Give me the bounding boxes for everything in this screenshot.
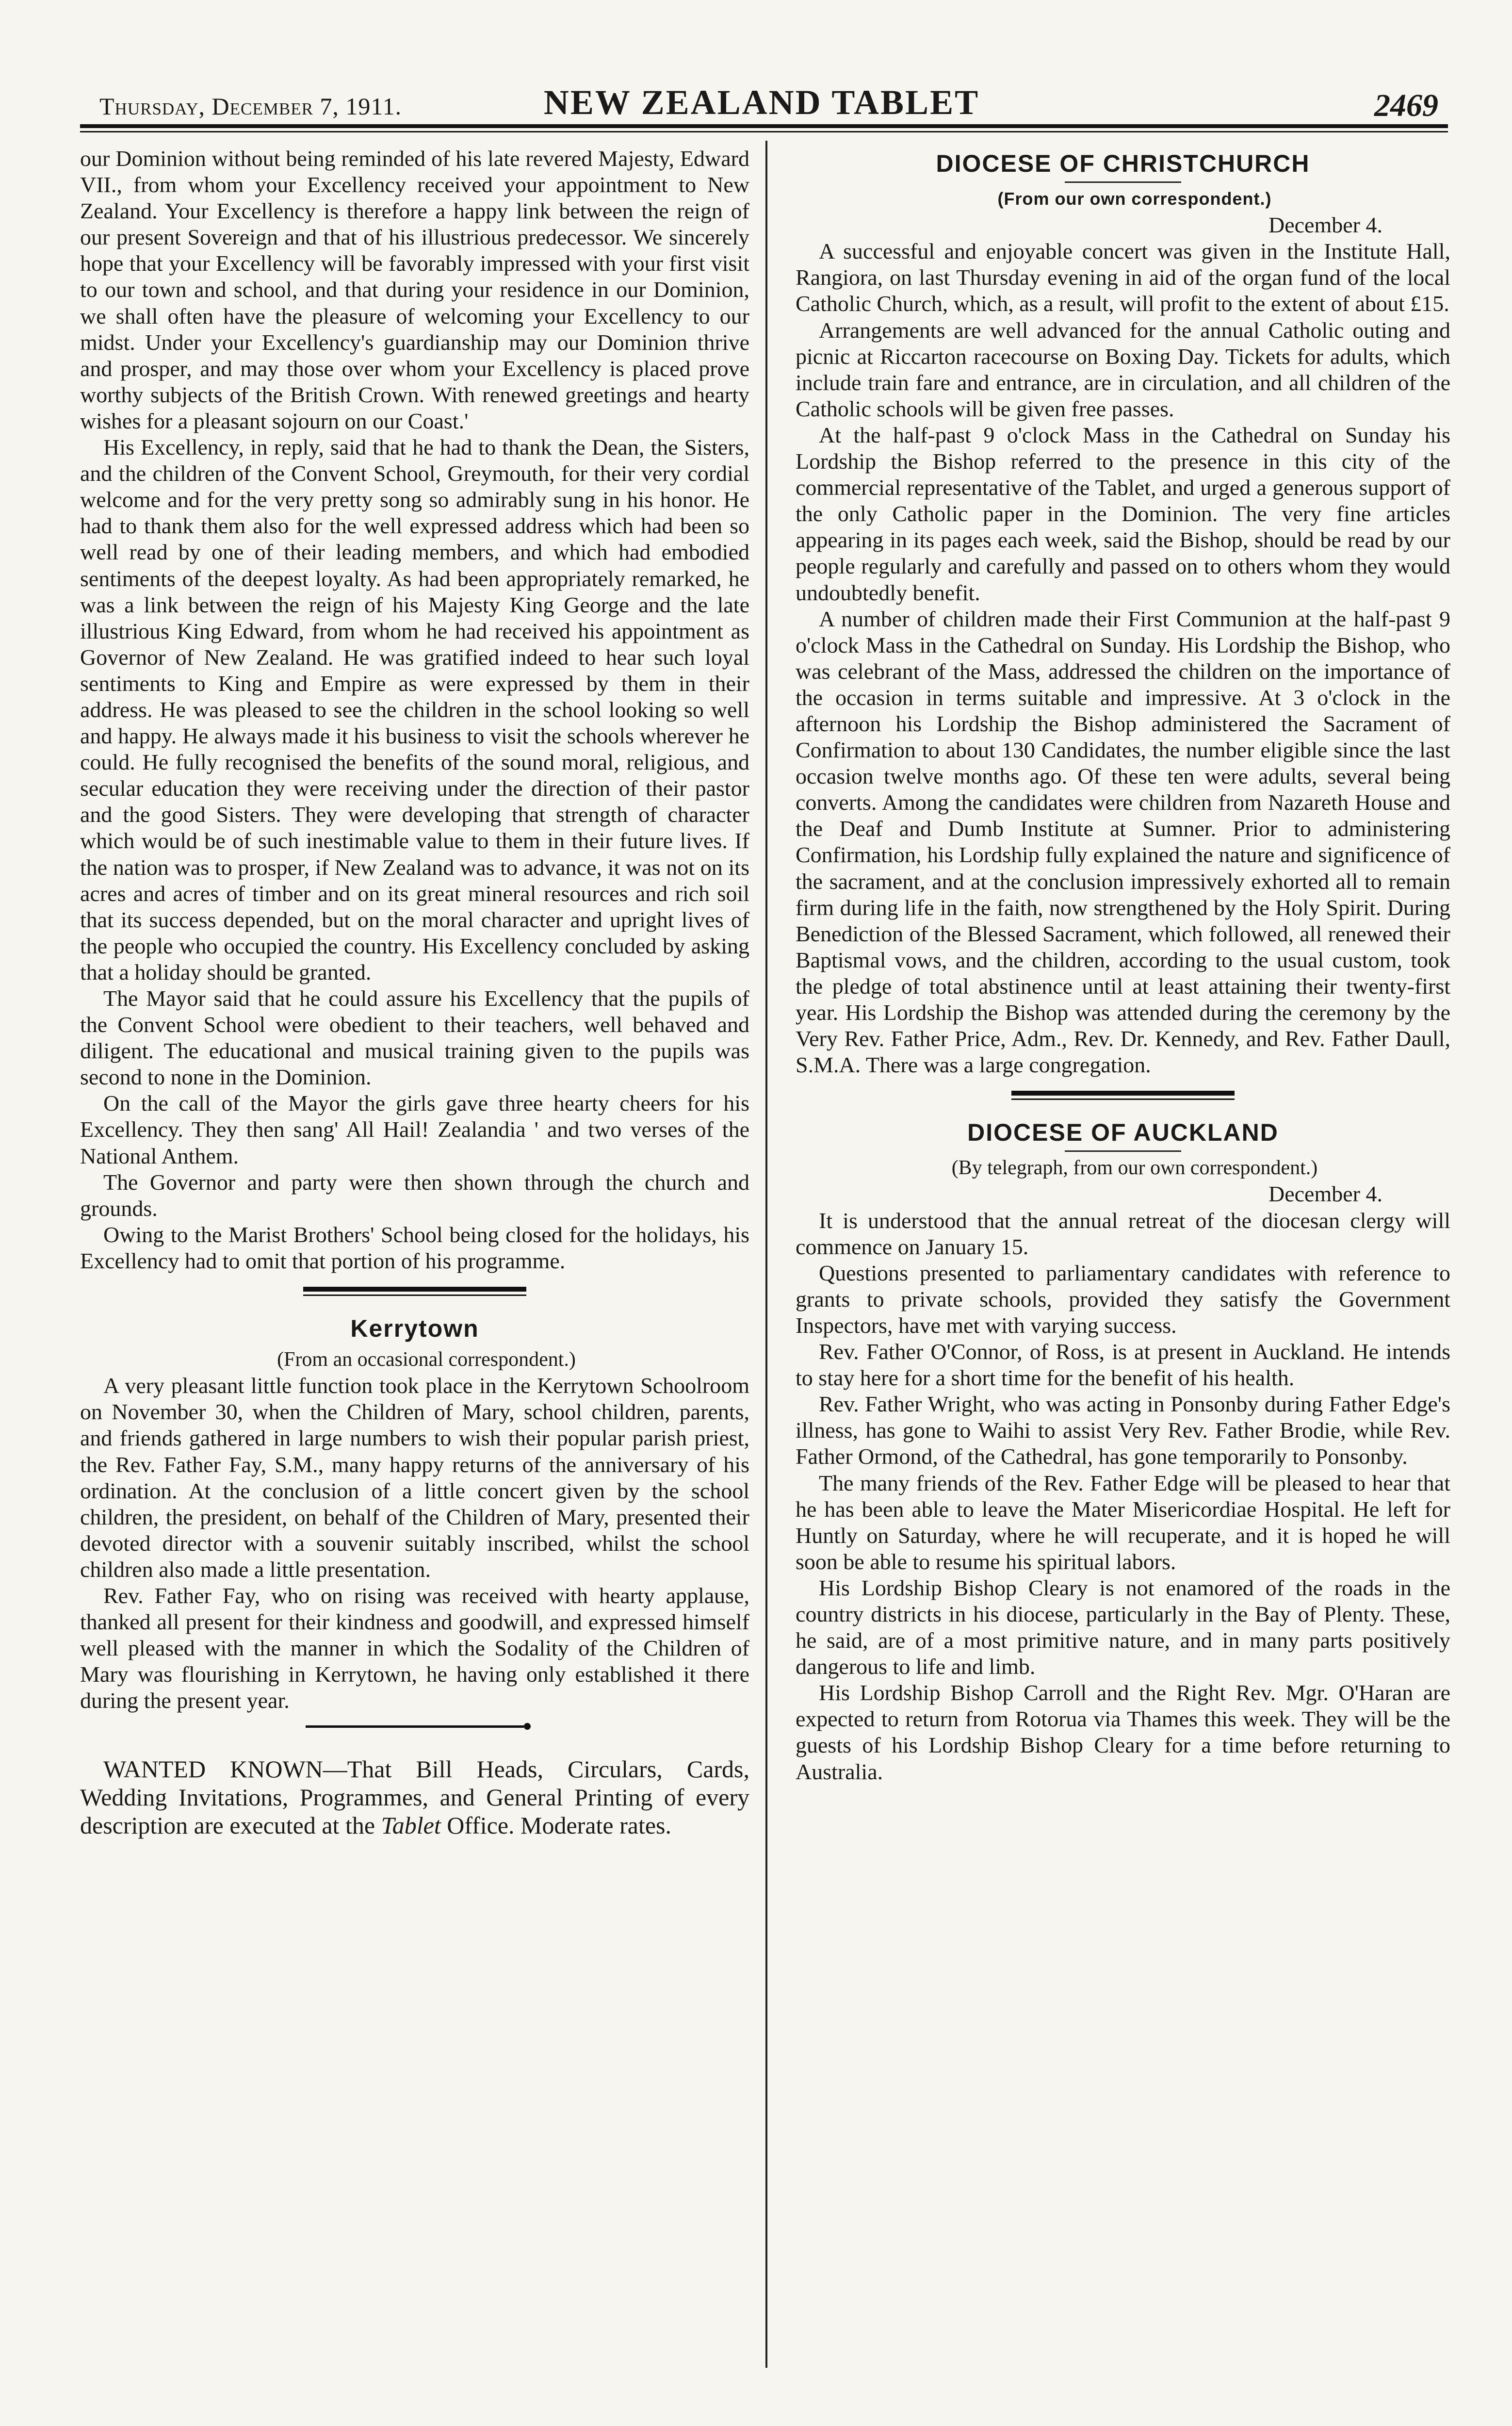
section-heading-kerrytown: Kerrytown [350,1315,479,1343]
article-paragraph: A number of children made their First Communion at the half-past 9 o'clock Mass in the Cathedral on Sunday. His Lordship the Bishop, who was celebrant of the Mass, addressed the children on the importance of the occasion in terms suitable and impressive. At 3 o'clock in the afternoon his Lordship the Bishop administered the Sacrament of Confirmation to about 130 Candidates, the number eligible since the last occasion twelve months ago. Of these ten were adults, several being converts. Among the candidates were children from Nazareth House and the Deaf and Dumb Institute at Sumner. Prior to administering Confirmation, his Lordship fully explained the nature and significence of the sacrament, and at the conclusion impressively exhorted all to remain firm during life in the faith, now strengthened by the Holy Spirit. During Benediction of the Blessed Sacrament, which followed, all renewed their Baptismal vows, and the children, according to the usual custom, took the pledge of total abstinence until at least attaining their twenty-first year. His Lordship the Bishop was attended during the ceremony by the Very Rev. Father Price, Adm., Rev. Dr. Kennedy, and Rev. Father Daull, S.M.A. There was a large congregation. [796,606,1450,1078]
masthead [80,82,1443,126]
article-paragraph: The Mayor said that he could assure his Excellency that the pupils of the Convent School were obedient to their teachers, well behaved and diligent. The educational and musical training given to the pupils was second to none in the Dominion. [80,986,749,1090]
address-continuation: our Dominion without being reminded of his late revered Majesty, Edward VII., from whom your Excellency received your appointment to New Zealand. Your Excellency is therefore a happy link between the reign of our present Sovereign and that of his illustrious predecessor. We sincerely hope that your Excellency will be favorably impressed with your first visit to our town and school, and that during your residence in our Dominion, we shall often have the pleasure of welcoming your Excellency to our midst. Under your Excellency's guardianship may our Dominion thrive and prosper, and may those over whom your Excellency is placed prove worthy subjects of the British Crown. With renewed greetings and hearty wishes for a pleasant sojourn on our Coast.' [80,146,749,433]
column-divider [765,141,767,2368]
article-paragraph: Questions presented to parliamentary candidates with reference to grants to private schools, provided they satisfy the Government Inspectors, have met with varying success. [796,1260,1450,1338]
byline: (From our own correspondent.) [997,189,1272,209]
section-heading-christchurch: DIOCESE OF CHRISTCHURCH [936,150,1310,177]
notice-text-end: Office. Moderate rates. [447,1812,671,1839]
article-paragraph: Arrangements are well advanced for the annual Catholic outing and picnic at Riccarton racecourse on Boxing Day. Tickets for adults, which include train fare and entrance, are in circulation, and all children of the Catholic schools will be given free passes. [796,317,1450,421]
article-paragraph: It is understood that the annual retreat of the diocesan clergy will commence on January 15. [796,1208,1450,1259]
page-number: 2469 [1374,88,1438,123]
short-rule [1065,1150,1181,1152]
article-paragraph: The Governor and party were then shown through the church and grounds. [80,1169,749,1221]
section-heading-auckland: DIOCESE OF AUCKLAND [967,1119,1279,1147]
article-paragraph: Rev. Father Fay, who on rising was received with hearty applause, thanked all present for their kindness and goodwill, and expressed himself well pleased with the manner in which the Sodality of the Children of Mary was flourishing in Kerrytown, he having only established it there during the present year. [80,1583,749,1713]
publication-title: NEW ZEALAND TABLET [543,83,980,122]
article-paragraph: On the call of the Mayor the girls gave three hearty cheers for his Excellency. They then sang' All Hail! Zealandia ' and two verses of the National Anthem. [80,1091,749,1168]
left-column [80,146,749,1839]
byline: (By telegraph, from our own correspondent.) [951,1157,1318,1180]
header-rule [80,124,1448,128]
short-rule [1065,181,1181,183]
dateline: December 4. [1268,213,1382,238]
printing-notice [80,1755,749,1839]
article-paragraph: His Lordship Bishop Carroll and the Right Rev. Mgr. O'Haran are expected to return from Rotorua via Thames this week. They will be the guests of his Lordship Bishop Cleary for a time before returning to Australia. [796,1680,1450,1784]
article-paragraph: Rev. Father Wright, who was acting in Ponsonby during Father Edge's illness, has gone to Waihi to assist Very Rev. Father Brodie, while Rev. Father Ormond, of the Cathedral, has gone temporarily to Ponsonby. [796,1392,1450,1469]
dateline: December 4. [1268,1181,1382,1207]
section-end-rule [306,1725,524,1728]
byline: (From an occasional correspondent.) [277,1348,576,1371]
header-rule-thin [80,131,1448,132]
article-paragraph: A very pleasant little function took place in the Kerrytown Schoolroom on November 30, when the Children of Mary, school children, parents, and friends gathered in large numbers to wish their popular parish priest, the Rev. Father Fay, S.M., many happy returns of the anniversary of his ordination. At the conclusion of a little concert given by the school children, the president, on behalf of the Children of Mary, presented their devoted director with a souvenir suitably inscribed, whilst the school children also made a little presentation. [80,1373,749,1582]
article-paragraph: At the half-past 9 o'clock Mass in the Cathedral on Sunday his Lordship the Bishop referred to the presence in this city of the commercial representative of the Tablet, and urged a generous support of the only Catholic paper in the Dominion. The very fine articles appearing in its pages each week, said the Bishop, should be read by our people regularly and carefully and passed on to others whom they would undoubtedly benefit. [796,422,1450,605]
section-separator [303,1287,526,1296]
article-paragraph: His Lordship Bishop Cleary is not enamored of the roads in the country districts in his diocese, particularly in the Bay of Plenty. These, he said, are of a most primitive nature, and in many parts positively dangerous to life and limb. [796,1575,1450,1679]
article-paragraph: A successful and enjoyable concert was given in the Institute Hall, Rangiora, on last Thursday evening in aid of the organ fund of the local Catholic Church, which, as a result, will profit to the extent of about £15. [796,239,1450,316]
section-separator [1011,1091,1235,1100]
notice-publication: Tablet [381,1812,441,1839]
article-paragraph: Rev. Father O'Connor, of Ross, is at present in Auckland. He intends to stay here for a short time for the benefit of his health. [796,1339,1450,1391]
right-column [796,146,1450,1785]
article-paragraph: Owing to the Marist Brothers' School being closed for the holidays, his Excellency had to omit that portion of his programme. [80,1222,749,1273]
issue-date: Thursday, December 7, 1911. [99,93,402,120]
article-paragraph: The many friends of the Rev. Father Edge will be pleased to hear that he has been able to leave the Mater Misericordiae Hospital. He left for Huntly on Saturday, where he will recuperate, and it is hoped he will soon be able to resume his spiritual labors. [796,1470,1450,1574]
article-paragraph: His Excellency, in reply, said that he had to thank the Dean, the Sisters, and the children of the Convent School, Greymouth, for their very cordial welcome and for the very pretty song so admirably sung in his honor. He had to thank them also for the well expressed address which had been so well read by one of their leading members, and which had embodied sentiments of the deepest loyalty. As had been appropriately remarked, he was a link between the reign of his Majesty King George and the late illustrious King Edward, from whom he had received his appointment as Governor of New Zealand. He was gratified indeed to hear such loyal sentiments to King and Empire as were expressed by them in their address. He was pleased to see the children in the school looking so well and happy. He always made it his business to visit the schools wherever he could. He fully recognised the benefits of the sound moral, religious, and secular education they were receiving under the direction of their pastor and the good Sisters. They were developing that strength of character which would be of such inestimable value to them in their future lives. If the nation was to prosper, if New Zealand was to advance, it was not on its acres and acres of timber and on its great mineral resources and rich soil that its success depended, but on the moral character and upright lives of the people who occupied the country. His Excellency concluded by asking that a holiday should be granted. [80,435,749,984]
notice-text: WANTED KNOWN—That Bill Heads, Circulars, Cards, Wedding Invitations, Programmes, and General Printing of every description are executed at the [80,1755,749,1839]
